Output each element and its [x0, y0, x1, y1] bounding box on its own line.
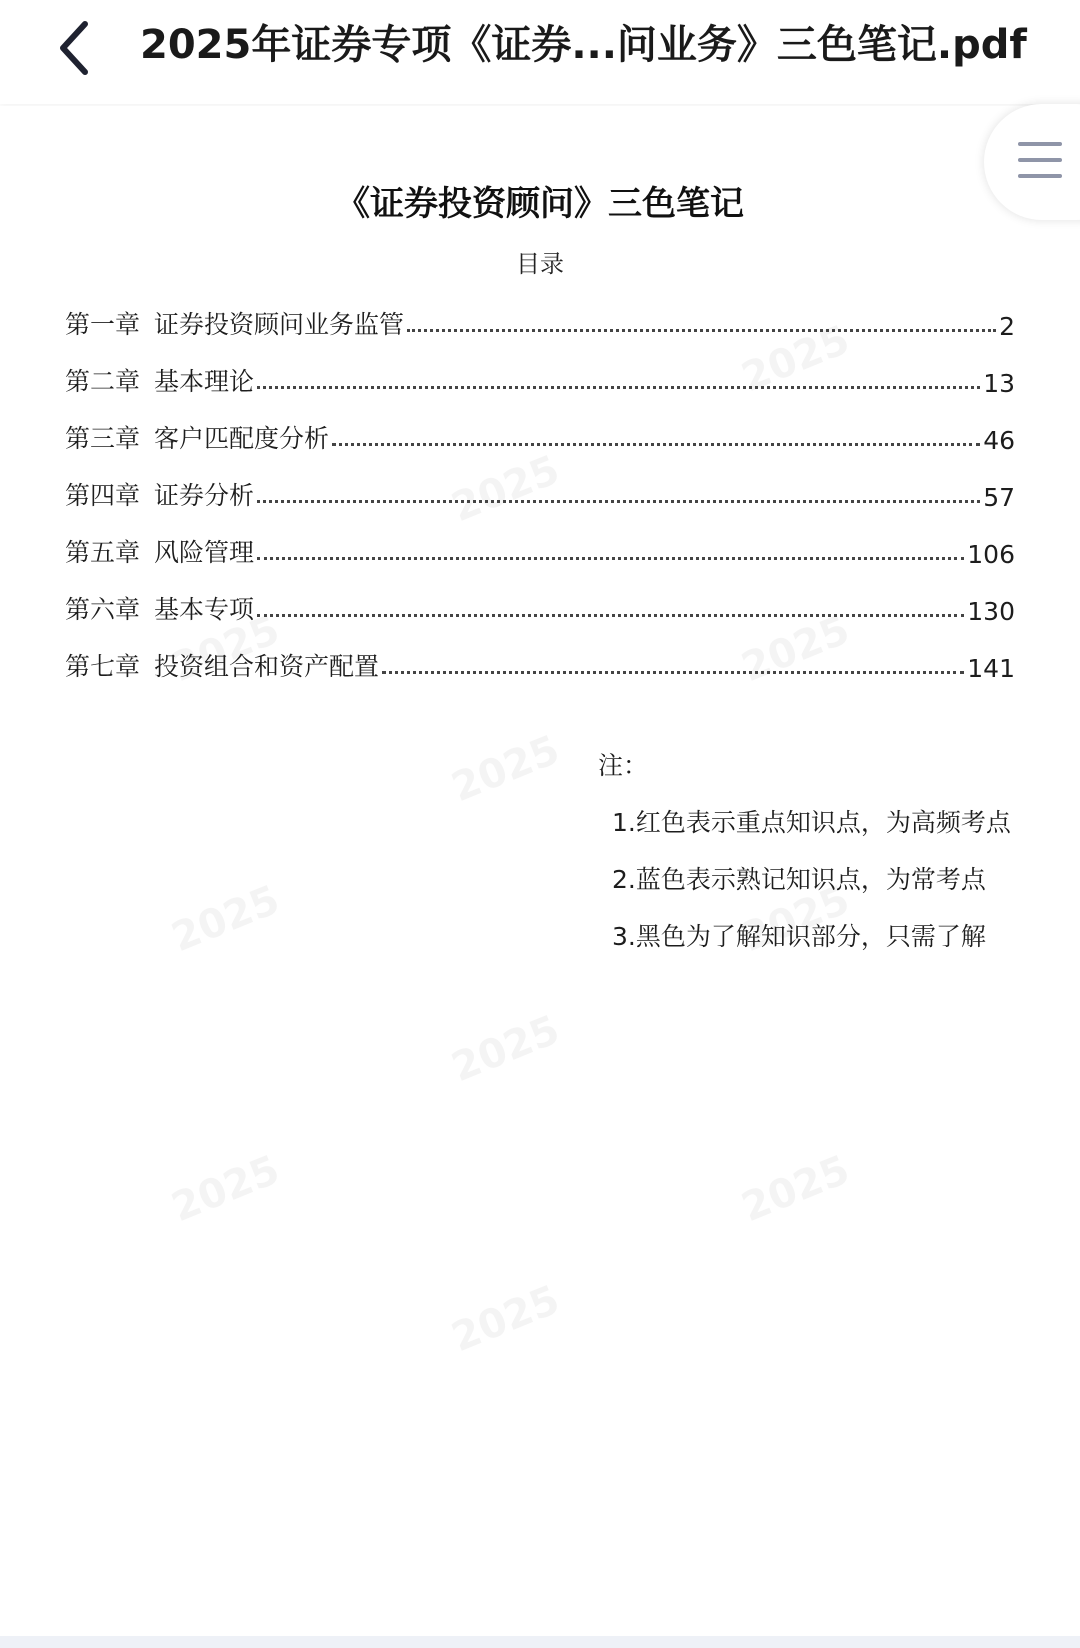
toc-page-number: 57 — [983, 483, 1015, 512]
toc-chapter: 第一章 — [65, 310, 141, 339]
toc-page-number: 46 — [983, 426, 1015, 455]
toc-chapter: 第四章 — [65, 481, 141, 510]
chevron-left-icon — [55, 20, 95, 76]
toc-page-number: 2 — [999, 312, 1015, 341]
color-legend-note — [598, 746, 1048, 974]
watermark — [165, 1147, 285, 1231]
note-item: 3.黑色为了解知识部分，只需了解 — [612, 922, 986, 951]
toc-chapter: 第二章 — [65, 367, 141, 396]
toc-page-number: 13 — [983, 369, 1015, 398]
toc-chapter-name: 证券投资顾问业务监管 — [154, 310, 405, 339]
toc-leader — [407, 329, 996, 332]
toc-chapter-name: 风险管理 — [154, 538, 255, 567]
toc-entry[interactable] — [65, 512, 1015, 569]
toc-leader — [257, 614, 964, 617]
toc-page-number: 106 — [967, 540, 1015, 569]
back-button[interactable] — [40, 8, 110, 88]
watermark — [445, 1007, 565, 1091]
toc-leader — [332, 443, 980, 446]
toc-chapter-name: 基本理论 — [154, 367, 255, 396]
document-title: 2025年证券专项《证券...问业务》三色笔记.pdf — [140, 22, 1027, 68]
toc-entry[interactable] — [65, 398, 1015, 455]
pdf-page — [0, 106, 1080, 1636]
watermark — [445, 1277, 565, 1361]
note-item: 1.红色表示重点知识点，为高频考点 — [612, 808, 1011, 837]
toc-entry[interactable] — [65, 341, 1015, 398]
note-label: 注： — [598, 751, 649, 780]
toc-chapter-name: 客户匹配度分析 — [154, 424, 330, 453]
watermark — [445, 727, 565, 811]
table-of-contents — [65, 284, 1015, 683]
toc-entry[interactable] — [65, 626, 1015, 683]
toc-leader — [382, 671, 964, 674]
toc-entry[interactable] — [65, 569, 1015, 626]
hamburger-menu-icon — [1018, 140, 1062, 180]
note-item: 2.蓝色表示熟记知识点，为常考点 — [612, 865, 986, 894]
watermark — [165, 877, 285, 961]
watermark — [735, 1147, 855, 1231]
bottom-edge — [0, 1636, 1080, 1648]
toc-chapter: 第六章 — [65, 595, 141, 624]
document-heading: 《证券投资顾问》三色笔记 — [336, 184, 744, 224]
toc-chapter: 第三章 — [65, 424, 141, 453]
toc-entry[interactable] — [65, 455, 1015, 512]
toc-chapter: 第五章 — [65, 538, 141, 567]
toc-chapter-name: 基本专项 — [154, 595, 255, 624]
toc-title: 目录 — [516, 250, 564, 278]
toc-chapter-name: 投资组合和资产配置 — [154, 652, 380, 681]
toc-leader — [257, 557, 964, 560]
toc-leader — [257, 386, 980, 389]
toc-chapter-name: 证券分析 — [154, 481, 255, 510]
toc-entry[interactable] — [65, 284, 1015, 341]
top-bar — [0, 0, 1080, 104]
toc-chapter: 第七章 — [65, 652, 141, 681]
toc-page-number: 141 — [967, 654, 1015, 683]
toc-leader — [257, 500, 980, 503]
toc-page-number: 130 — [967, 597, 1015, 626]
